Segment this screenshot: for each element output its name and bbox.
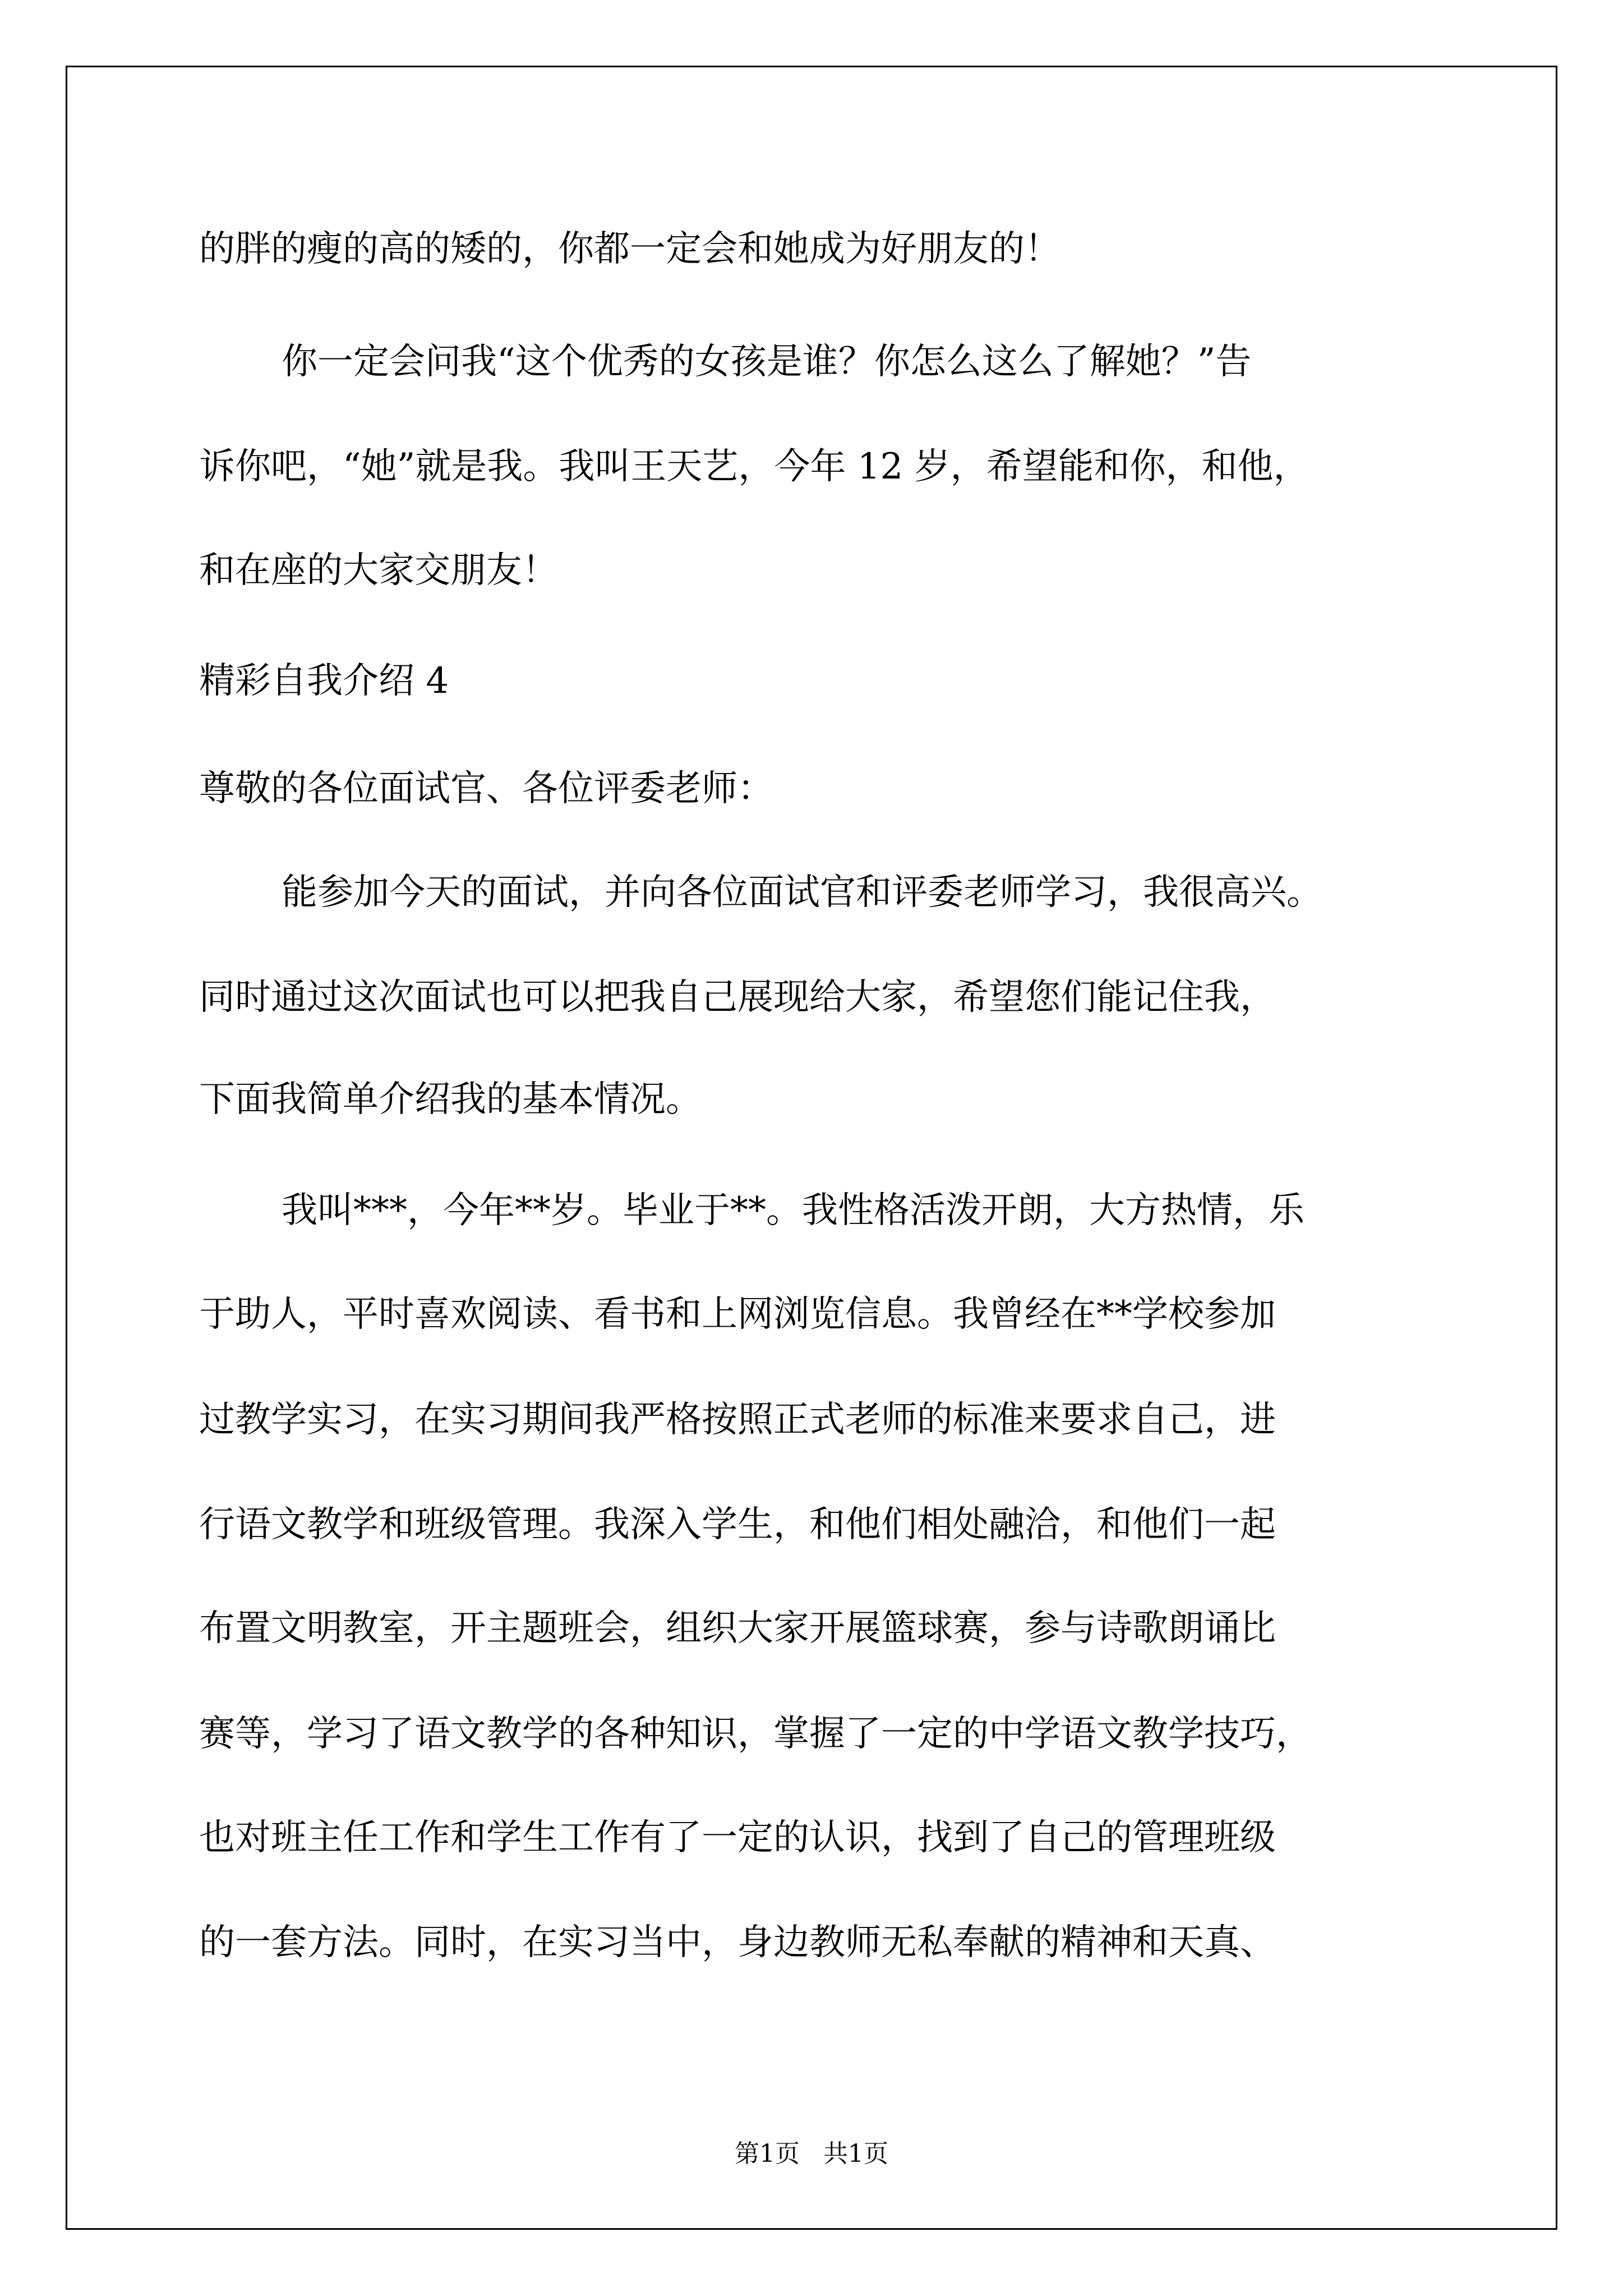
section-heading: 精彩自我介绍 4 xyxy=(199,660,449,702)
body-text-line: 和在座的大家交朋友！ xyxy=(199,550,558,591)
body-text-line: 诉你吧，“她”就是我。我叫王天艺，今年 12 岁，希望能和你，和他， xyxy=(199,446,1310,487)
body-text-line: 的一套方法。同时，在实习当中，身边教师无私奉献的精神和天真、 xyxy=(199,1922,1276,1963)
body-text-line: 能参加今天的面试，并向各位面试官和评委老师学习，我很高兴。 xyxy=(282,872,1322,913)
salutation-line: 尊敬的各位面试官、各位评委老师： xyxy=(199,768,773,809)
body-text-line: 也对班主任工作和学生工作有了一定的认识，找到了自己的管理班级 xyxy=(199,1817,1276,1858)
body-text-line: 于助人，平时喜欢阅读、看书和上网浏览信息。我曾经在**学校参加 xyxy=(199,1294,1276,1335)
body-text-line: 行语文教学和班级管理。我深入学生，和他们相处融洽，和他们一起 xyxy=(199,1504,1276,1545)
body-text-line: 同时通过这次面试也可以把我自己展现给大家，希望您们能记住我， xyxy=(199,977,1276,1018)
body-text-line: 下面我简单介绍我的基本情况。 xyxy=(199,1079,702,1120)
body-text-line: 过教学实习，在实习期间我严格按照正式老师的标准来要求自己，进 xyxy=(199,1399,1276,1441)
body-text-line: 布置文明教室，开主题班会，组织大家开展篮球赛，参与诗歌朗诵比 xyxy=(199,1608,1276,1649)
page-border xyxy=(66,66,1557,2230)
body-text-line: 我叫***，今年**岁。毕业于**。我性格活泼开朗，大方热情，乐 xyxy=(282,1190,1304,1231)
body-text-line: 你一定会问我“这个优秀的女孩是谁？你怎么这么了解她？”告 xyxy=(282,341,1252,383)
page-footer: 第1页 共1页 xyxy=(735,2139,888,2168)
body-text-line: 的胖的瘦的高的矮的，你都一定会和她成为好朋友的！ xyxy=(199,228,1061,270)
body-text-line: 赛等，学习了语文教学的各种知识，掌握了一定的中学语文教学技巧， xyxy=(199,1713,1312,1755)
